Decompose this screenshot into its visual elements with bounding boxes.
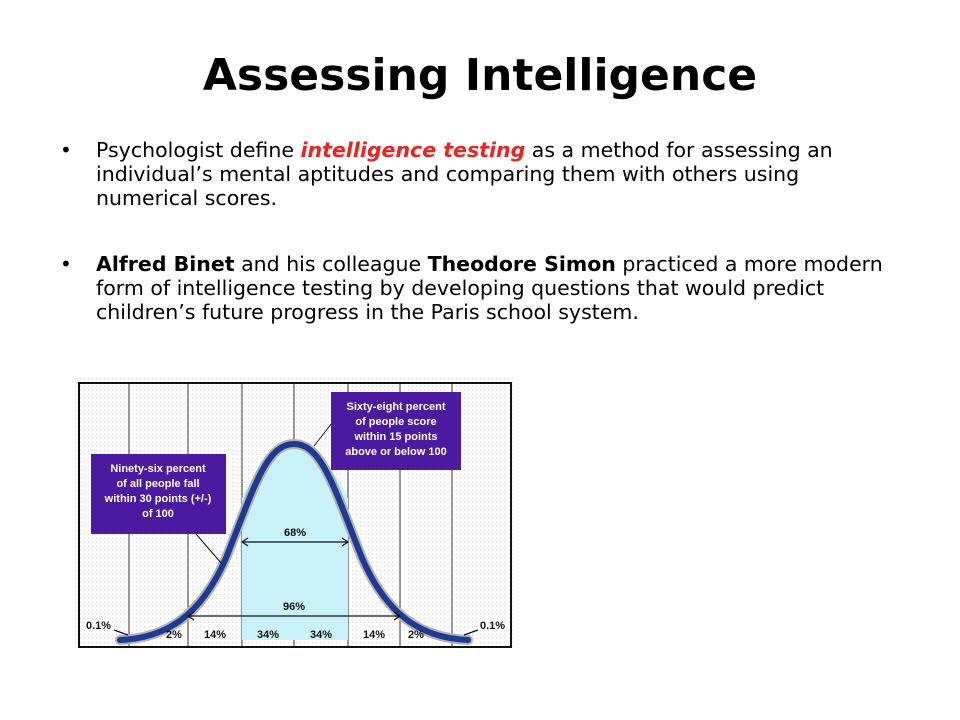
callout-left-line-4: of 100 — [142, 508, 174, 520]
section-label-34-right: 34% — [309, 629, 333, 641]
section-label-34-left: 34% — [256, 629, 280, 641]
bullet-1-text-b: as a method for assessing an individual’s mental aptitudes and comparing them with others using numerical scores. — [96, 138, 833, 210]
bullet-dot: • — [60, 252, 72, 276]
band-96-label: 96% — [282, 601, 306, 613]
tail-left-label: 0.1% — [86, 620, 112, 632]
bullet-2-name-simon: Theodore Simon — [427, 252, 616, 276]
bell-curve-svg — [76, 378, 514, 650]
band-68-label: 68% — [283, 527, 307, 539]
callout-right-line-1: Sixty-eight percent — [346, 401, 446, 413]
bullet-2-name-binet: Alfred Binet — [96, 252, 235, 276]
section-label-14-right: 14% — [362, 629, 386, 641]
bullet-2-text-a: and his colleague — [234, 252, 428, 276]
callout-left-line-2: of all people fall — [116, 478, 200, 490]
bullet-item-2 — [60, 252, 900, 324]
section-label-14-left: 14% — [203, 629, 227, 641]
tail-right-label: 0.1% — [480, 620, 506, 632]
bullet-item-1 — [60, 138, 900, 210]
bell-curve-figure — [76, 378, 514, 650]
section-label-2-right: 2% — [408, 629, 424, 641]
bullet-1-text-a: Psychologist define — [96, 138, 301, 162]
callout-right-line-4: above or below 100 — [345, 446, 447, 458]
callout-left-line-3: within 30 points (+/-) — [104, 493, 212, 505]
bullet-list — [60, 138, 900, 324]
callout-right-line-2: of people score — [355, 416, 437, 428]
bullet-1-emphasis: intelligence testing — [300, 138, 526, 162]
bullet-dot: • — [60, 138, 72, 162]
slide-title: Assessing Intelligence — [202, 50, 758, 101]
callout-right-line-3: within 15 points — [354, 431, 438, 443]
bullet-2-text-b: practiced a more modern form of intelligence testing by developing questions that would predict children’s future progress in the Paris school system. — [96, 252, 883, 324]
section-label-2-left: 2% — [166, 629, 182, 641]
callout-left-line-1: Ninety-six percent — [110, 463, 206, 475]
